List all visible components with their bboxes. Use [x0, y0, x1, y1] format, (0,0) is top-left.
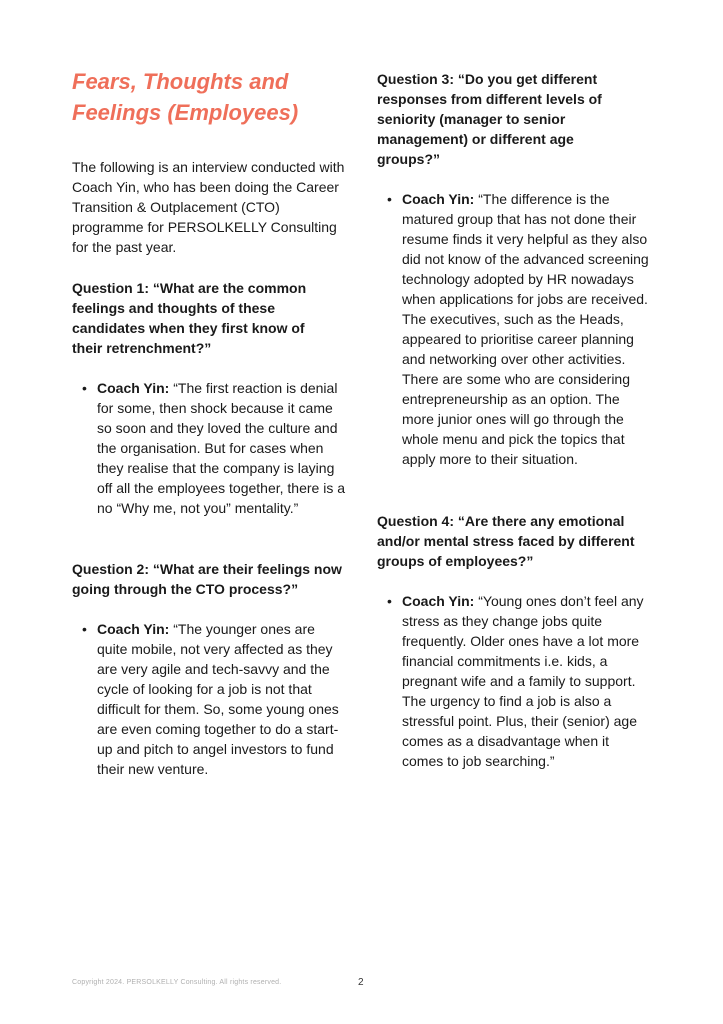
answer-3	[387, 189, 654, 469]
bullet-icon: •	[82, 380, 87, 396]
question-3: Question 3: “Do you get different responses from different levels of seniority (manager to senior management) or different age groups?”	[377, 71, 602, 167]
footer-copyright: Copyright 2024. PERSOLKELLY Consulting. All rights reserved.	[72, 979, 282, 986]
page-title: Fears, Thoughts and Feelings (Employees)	[72, 69, 299, 125]
question-4: Question 4: “Are there any emotional and/or mental stress faced by different groups of employees?”	[377, 513, 635, 569]
speaker-label: Coach Yin:	[97, 621, 170, 637]
answer-text: “Young ones don’t feel any stress as they change jobs quite frequently. Older ones have a lot more financial commitments i.e. kids, a pregnant wife and a family to support. The urgency to find a job is also a stressful point. Plus, their (senior) age comes as a disadvantage when it comes to job searching.”	[402, 593, 644, 769]
speaker-label: Coach Yin:	[402, 593, 475, 609]
question-1: Question 1: “What are the common feelings and thoughts of these candidates when they first know of their retrenchment?”	[72, 280, 307, 356]
bullet-icon: •	[82, 621, 87, 637]
answer-text: “The difference is the matured group that has not done their resume finds it very helpful as they also did not know of the advanced screening technology adopted by HR nowadays when applications for jobs are received. The executives, such as the Heads, appeared to prioritise career planning and networking over other activities. There are some who are considering entrepreneurship as an option. The more junior ones will go through the whole menu and pick the topics that apply more to their situation.	[402, 191, 649, 467]
answer-text: “The first reaction is denial for some, then shock because it came so soon and they loved the culture and the organisation. But for cases when they realise that the company is laying off all the employees together, there is a no “Why me, not you” mentality.”	[97, 380, 346, 516]
answer-text: “The younger ones are quite mobile, not very affected as they are very agile and tech-savvy and the cycle of looking for a job is not that difficult for them. So, some young ones are even coming together to do a start-up and pitch to angel investors to fund their new venture.	[97, 621, 339, 777]
question-2: Question 2: “What are their feelings now going through the CTO process?”	[72, 561, 342, 597]
page-number: 2	[358, 977, 364, 988]
answer-4	[387, 591, 654, 771]
answer-1	[82, 378, 346, 518]
bullet-icon: •	[387, 191, 392, 207]
speaker-label: Coach Yin:	[97, 380, 170, 396]
intro-paragraph: The following is an interview conducted with Coach Yin, who has been doing the Career Transition & Outplacement (CTO) programme for PERSOLKELLY Consulting for the past year.	[72, 159, 345, 255]
bullet-icon: •	[387, 593, 392, 609]
answer-2	[82, 619, 347, 779]
speaker-label: Coach Yin:	[402, 191, 475, 207]
